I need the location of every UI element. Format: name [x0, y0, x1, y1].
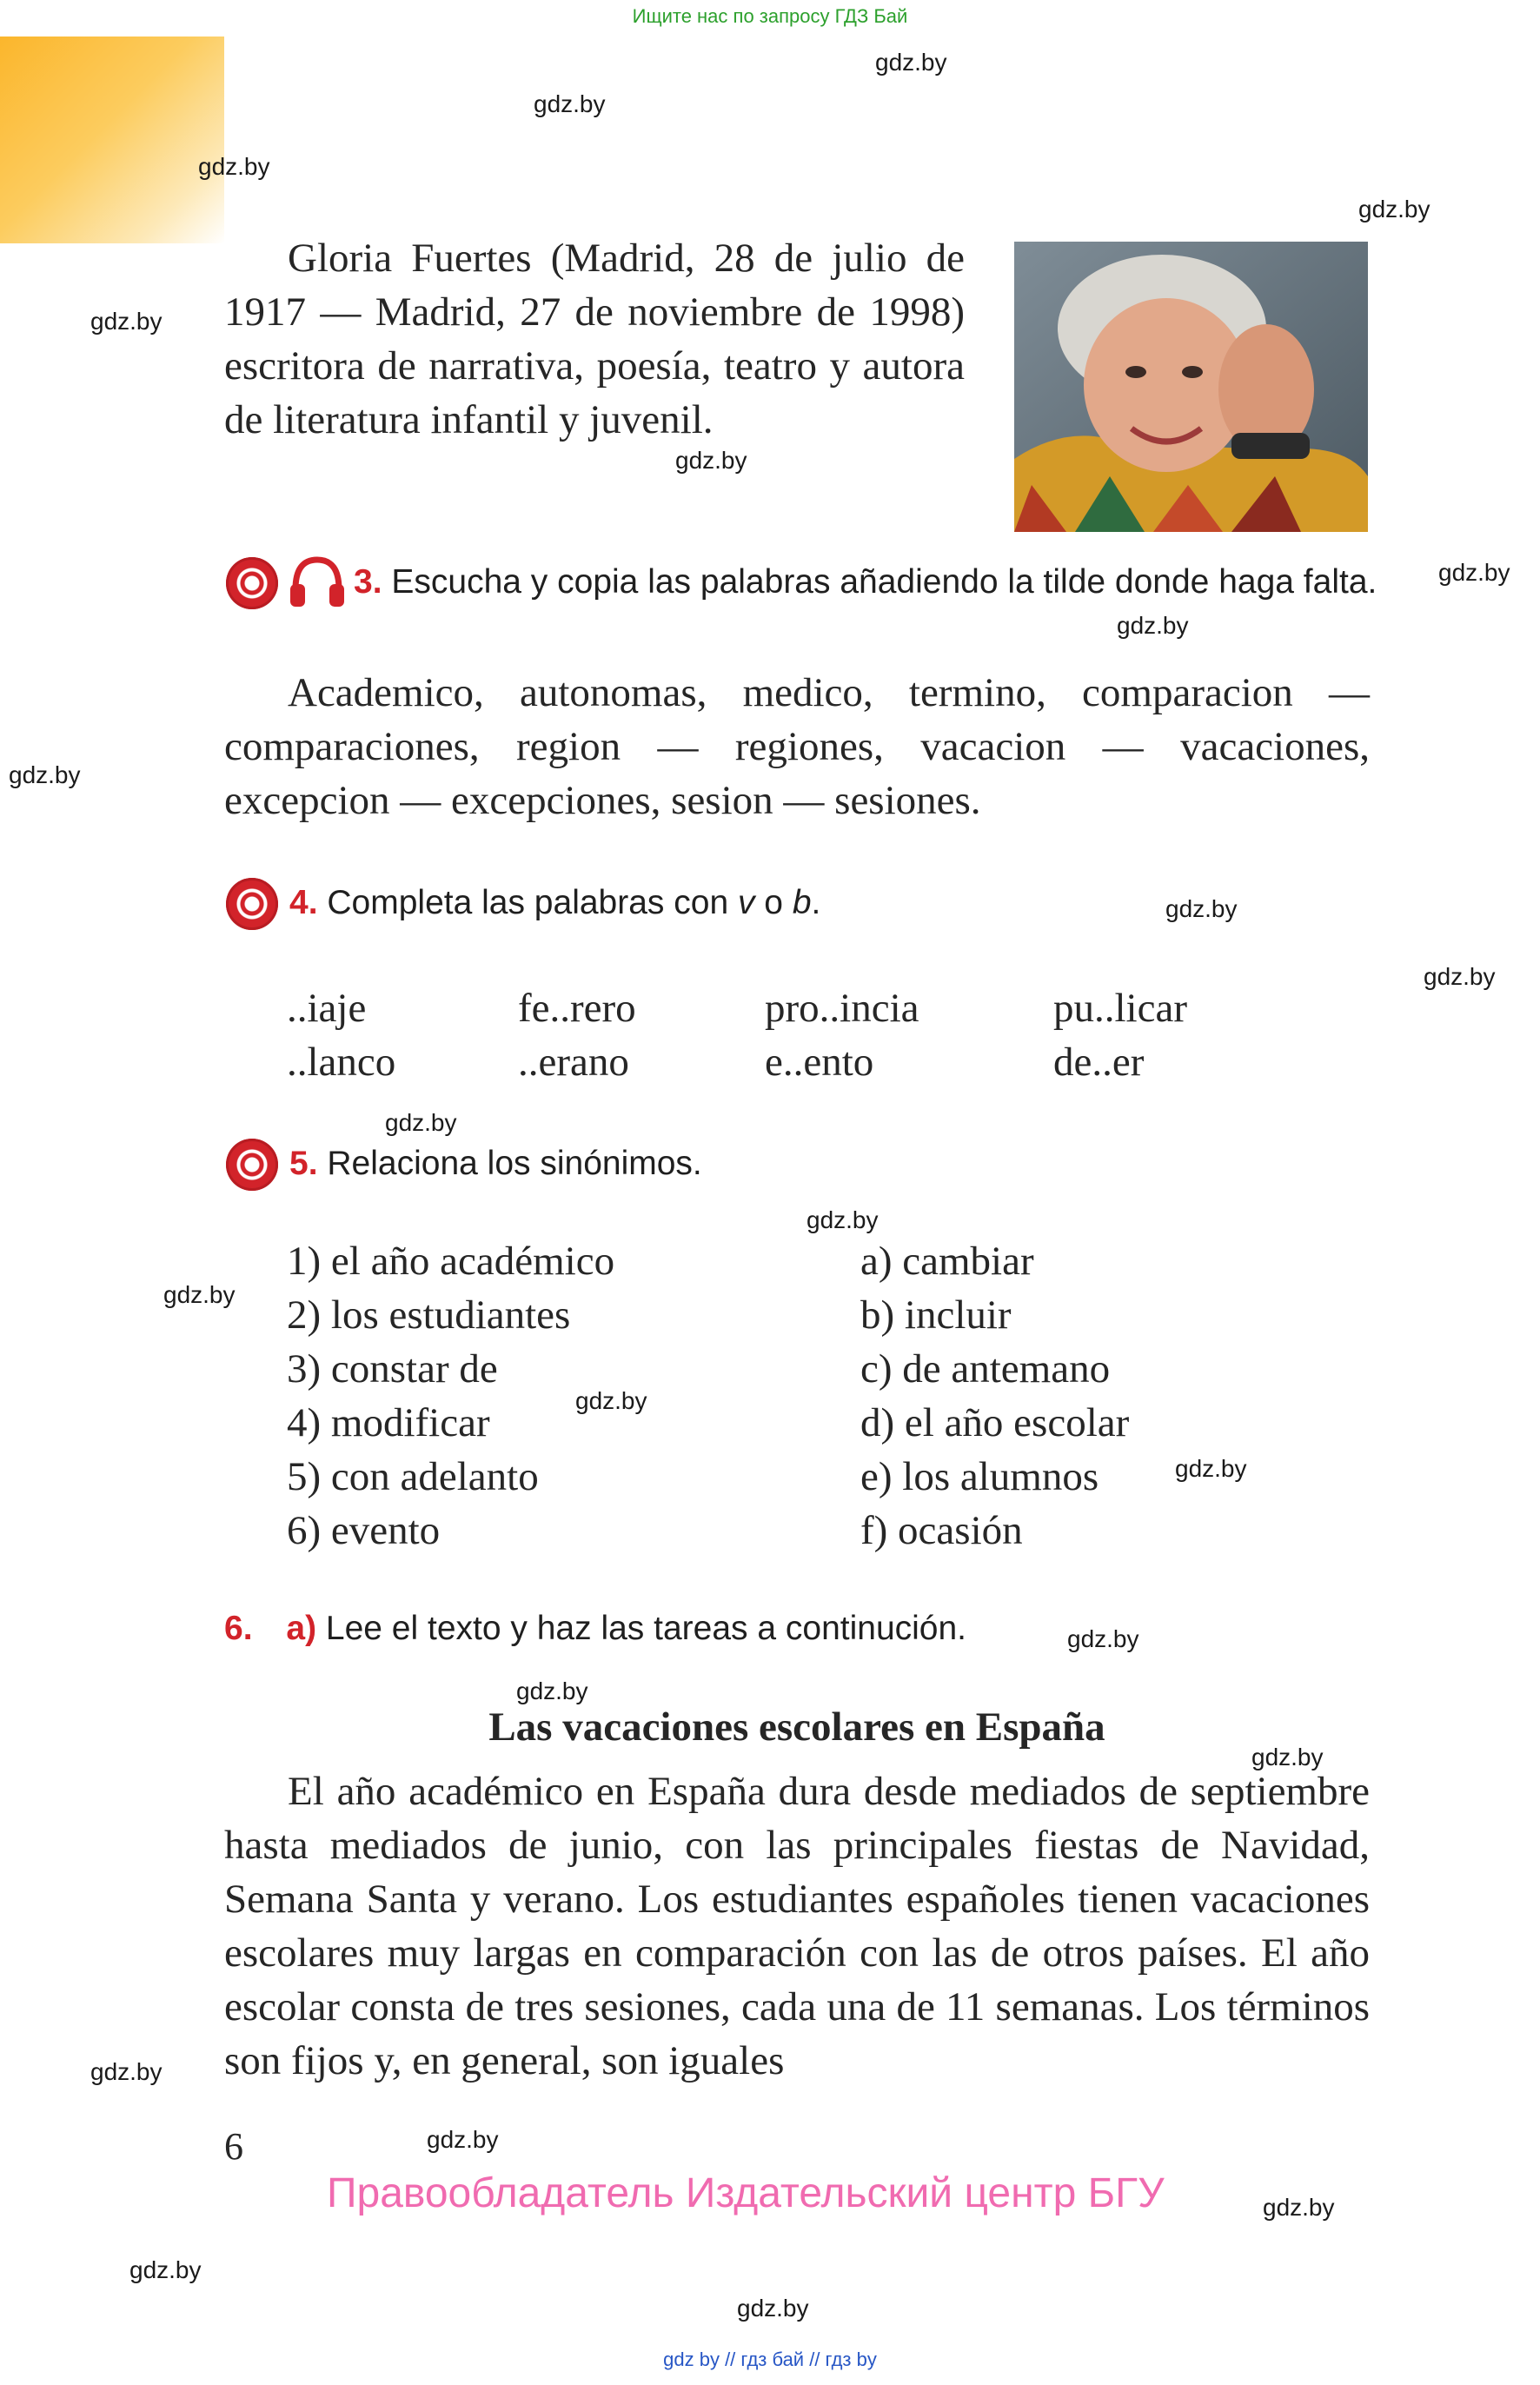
- disc-icon: [226, 878, 278, 930]
- task3-number: 3.: [354, 563, 382, 601]
- disc-icon: [226, 557, 278, 609]
- watermark: gdz.by: [1175, 1455, 1247, 1482]
- synonym-right-item: c) de antemano: [860, 1346, 1111, 1392]
- task6-number: 6.: [224, 1610, 253, 1647]
- task6-text: El año académico en España dura desde mediados de septiembre hasta mediados de junio, con las principales fiestas de Navidad, Semana Santa y verano. Los estudiantes españoles tienen vacaciones escolares muy largas en comparación con las de otros países. El año escolar consta de tres sesiones, cada una de 11 semanas. Los términos son fijos y, en general, son iguales: [224, 1769, 1370, 2083]
- synonym-left-item: 5) con adelanto: [287, 1454, 539, 1499]
- watermark: gdz.by: [1438, 559, 1510, 586]
- watermark: gdz.by: [427, 2126, 499, 2153]
- watermark: gdz.by: [1263, 2194, 1335, 2221]
- watermark: gdz.by: [875, 49, 947, 76]
- watermark: gdz.by: [198, 153, 270, 180]
- task5-instruction: Relaciona los sinónimos.: [327, 1145, 702, 1182]
- disc-icon: [226, 1139, 278, 1191]
- watermark: gdz.by: [534, 90, 606, 117]
- synonym-left-item: 2) los estudiantes: [287, 1292, 571, 1338]
- watermark: gdz.by: [1251, 1744, 1324, 1770]
- synonym-left-item: 4) modificar: [287, 1400, 490, 1445]
- watermark: gdz.by: [90, 2058, 163, 2085]
- watermark: gdz.by: [1165, 895, 1238, 922]
- bio-paragraph: [224, 231, 965, 447]
- task4-word: e..ento: [765, 1040, 874, 1085]
- top-note: Ищите нас по запросу ГДЗ Бай: [632, 5, 908, 27]
- watermark: gdz.by: [1067, 1625, 1139, 1652]
- synonym-right-item: f) ocasión: [860, 1508, 1023, 1553]
- watermark: gdz.by: [807, 1206, 879, 1233]
- watermark: gdz.by: [1358, 196, 1430, 223]
- task3-paragraph: [224, 666, 1370, 827]
- task4-instruction-post: .: [811, 884, 821, 921]
- task4-letter-b: b: [792, 884, 812, 921]
- synonyms-left-column: [287, 1234, 614, 1558]
- watermark: gdz.by: [1424, 963, 1496, 990]
- task6-paragraph: [224, 1764, 1370, 2088]
- watermark: gdz.by: [163, 1281, 236, 1308]
- task4-word: pu..licar: [1053, 986, 1187, 1031]
- task4-word: fe..rero: [518, 986, 636, 1031]
- watermark: gdz.by: [737, 2295, 809, 2322]
- synonyms-right-column: [860, 1234, 1129, 1558]
- task6-part: a): [286, 1610, 317, 1647]
- synonym-right-item: e) los alumnos: [860, 1454, 1099, 1499]
- headphones-icon: [289, 555, 346, 608]
- task4-letter-v: v: [737, 884, 755, 921]
- copyright-note: Правообладатель Издательский центр БГУ: [327, 2170, 1165, 2216]
- task3-instruction: Escucha y copia las palabras añadiendo la tilde donde haga falta.: [391, 563, 1377, 601]
- task4-word: pro..incia: [765, 986, 919, 1031]
- watermark: gdz.by: [9, 761, 81, 788]
- task4-instruction-mid: o: [754, 884, 793, 921]
- bio-text: Gloria Fuertes (Madrid, 28 de julio de 1917 — Madrid, 27 de noviembre de 1998) escritora de narrativa, poesía, teatro y autora de literatura infantil y juvenil.: [224, 236, 965, 442]
- task5-number: 5.: [289, 1145, 318, 1182]
- watermark: gdz.by: [575, 1387, 647, 1414]
- synonym-left-item: 1) el año académico: [287, 1239, 615, 1284]
- watermark: gdz.by: [129, 2256, 202, 2283]
- task4-number: 4.: [289, 884, 318, 921]
- synonym-left-item: 6) evento: [287, 1508, 441, 1553]
- task4-instruction-pre: Completa las palabras con: [327, 884, 738, 921]
- portrait-image: [1014, 242, 1368, 532]
- task4-word: ..iaje: [287, 986, 367, 1031]
- synonym-left-item: 3) constar de: [287, 1346, 498, 1392]
- portrait-photo: [1014, 242, 1368, 532]
- task4-word: ..lanco: [287, 1040, 396, 1085]
- corner-decoration: [0, 37, 224, 243]
- synonym-right-item: a) cambiar: [860, 1239, 1034, 1284]
- task6-instruction-line: [224, 1610, 966, 1648]
- synonym-right-item: b) incluir: [860, 1292, 1012, 1338]
- task6-instruction: Lee el texto y haz las tareas a continución.: [325, 1610, 967, 1647]
- task5-instruction-line: [289, 1145, 702, 1183]
- task4-word: ..erano: [518, 1040, 629, 1085]
- task4-instruction-line: [289, 884, 820, 922]
- page-number: 6: [224, 2125, 243, 2168]
- synonym-right-item: d) el año escolar: [860, 1400, 1130, 1445]
- task3-text: Academico, autonomas, medico, termino, comparacion — comparaciones, region — regiones, vacacion — vacaciones, excepcion — excepciones, sesion — sesiones.: [224, 670, 1370, 823]
- watermark: gdz.by: [385, 1109, 457, 1136]
- task4-word: de..er: [1053, 1040, 1145, 1085]
- text-title: Las vacaciones escolares en España: [488, 1704, 1105, 1750]
- watermark: gdz.by: [90, 308, 163, 335]
- watermark: gdz.by: [675, 447, 747, 474]
- bottom-links: gdz by // гдз бай // гдз by: [663, 2348, 877, 2370]
- watermark: gdz.by: [516, 1677, 588, 1704]
- task3-instruction-line: [354, 563, 1377, 601]
- watermark: gdz.by: [1117, 612, 1189, 639]
